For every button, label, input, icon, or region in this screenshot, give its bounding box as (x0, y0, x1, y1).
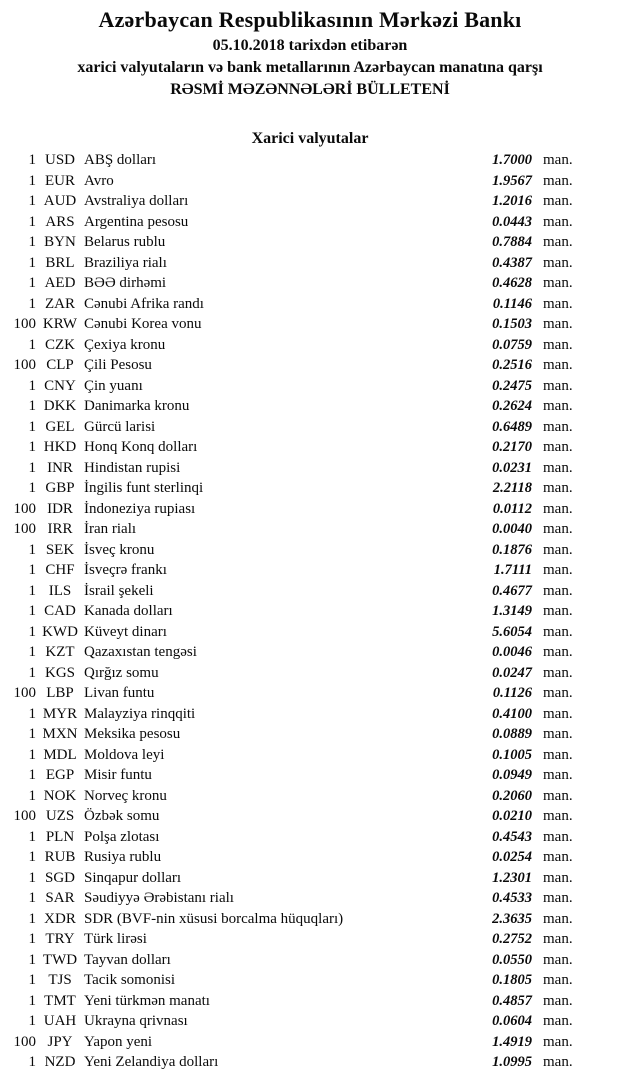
rate-row (0, 232, 620, 253)
rate-value-cell: 0.0231 (492, 459, 532, 476)
rate-row (0, 765, 620, 786)
currency-code-cell: CNY (44, 377, 76, 394)
rate-value-cell: 0.2624 (492, 398, 532, 414)
currency-name-cell: Ukrayna qrivnası (84, 1013, 188, 1029)
unit-label-cell: man. (543, 603, 573, 619)
currency-code-cell: ILS (48, 582, 72, 599)
unit-label-cell: man. (543, 767, 573, 783)
unit-label-cell: man. (543, 1054, 573, 1070)
bulletin-title: RƏSMİ MƏZƏNNƏLƏRİ BÜLLETENİ (170, 81, 450, 98)
rate-row (0, 294, 620, 315)
unit-label-cell: man. (543, 521, 573, 537)
rate-row (0, 663, 620, 684)
unit-label-cell: man. (543, 849, 573, 865)
unit-label-cell: man. (543, 582, 573, 599)
rate-row (0, 437, 620, 458)
currency-name-cell: İngilis funt sterlinqi (84, 480, 204, 496)
rate-row (0, 786, 620, 807)
currency-name-cell: Belarus rublu (84, 234, 166, 250)
unit-label-cell: man. (543, 152, 573, 168)
rate-row (0, 724, 620, 745)
bank-name-title: Azərbaycan Respublikasının Mərkəzi Bankı (98, 7, 522, 32)
currency-code-cell: TWD (42, 951, 78, 968)
bulletin-header (0, 0, 620, 101)
currency-code-cell: IDR (47, 500, 73, 517)
rate-row (0, 458, 620, 479)
quantity-cell: 1 (28, 746, 36, 763)
rate-row (0, 622, 620, 643)
rate-value-cell: 1.7000 (492, 152, 532, 168)
currency-code-cell: MDL (43, 746, 77, 763)
currency-code-cell: EGP (45, 767, 75, 783)
rate-row (0, 601, 620, 622)
quantity-cell: 1 (28, 480, 36, 496)
unit-label-cell: man. (543, 254, 573, 271)
currency-name-cell: BƏƏ dirhəmi (84, 275, 167, 291)
section-title-foreign-currencies: Xarici valyutalar (251, 130, 369, 147)
rate-value-cell: 0.0889 (492, 726, 532, 742)
quantity-cell: 1 (28, 849, 36, 865)
rate-row (0, 314, 620, 335)
quantity-cell: 1 (28, 275, 36, 291)
unit-label-cell: man. (543, 808, 573, 824)
currency-name-cell: Çexiya kronu (84, 336, 166, 353)
quantity-cell: 1 (28, 992, 36, 1009)
subject-line: xarici valyutaların və bank metallarının Azərbaycan manatına qarşı (77, 59, 543, 76)
rate-row (0, 499, 620, 520)
currency-name-cell: Sinqapur dolları (84, 869, 182, 886)
effective-date-line: 05.10.2018 tarixdən etibarən (212, 37, 408, 54)
currency-code-cell: IRR (47, 521, 73, 537)
currency-name-cell: İsveçrə frankı (84, 562, 167, 578)
currency-name-cell: Honq Konq dolları (84, 439, 198, 455)
unit-label-cell: man. (543, 664, 573, 681)
unit-label-cell: man. (543, 172, 573, 189)
rate-value-cell: 0.4677 (492, 582, 532, 599)
rate-value-cell: 0.4387 (492, 254, 532, 271)
quantity-cell: 1 (28, 951, 36, 968)
currency-code-cell: KGS (44, 664, 75, 681)
currency-code-cell: KRW (42, 316, 78, 332)
quantity-cell: 1 (28, 398, 36, 414)
rate-value-cell: 0.1005 (492, 746, 532, 763)
unit-label-cell: man. (543, 213, 573, 230)
currency-code-cell: ARS (45, 213, 75, 230)
unit-label-cell: man. (543, 234, 573, 250)
currency-code-cell: CZK (45, 336, 75, 353)
rate-row (0, 970, 620, 991)
unit-label-cell: man. (543, 644, 573, 660)
rate-row (0, 581, 620, 602)
unit-label-cell: man. (543, 1033, 573, 1050)
currency-name-cell: Səudiyyə Ərəbistanı rialı (84, 890, 234, 906)
quantity-cell: 1 (28, 172, 36, 189)
quantity-cell: 1 (28, 767, 36, 783)
unit-label-cell: man. (543, 869, 573, 886)
currency-name-cell: İndoneziya rupiası (84, 500, 196, 517)
currency-name-cell: Özbək somu (84, 808, 160, 824)
unit-label-cell: man. (543, 439, 573, 455)
rate-value-cell: 0.7884 (492, 234, 532, 250)
quantity-cell: 1 (28, 787, 36, 804)
currency-code-cell: SGD (44, 869, 75, 886)
rate-row (0, 1032, 620, 1053)
rate-value-cell: 0.2170 (492, 439, 532, 455)
currency-code-cell: GBP (45, 480, 75, 496)
currency-code-cell: BRL (45, 254, 75, 271)
rate-row (0, 335, 620, 356)
rate-value-cell: 0.0759 (492, 336, 532, 353)
quantity-cell: 1 (28, 1013, 36, 1029)
currency-code-cell: DKK (43, 398, 77, 414)
quantity-cell: 100 (13, 808, 36, 824)
rate-value-cell: 1.4919 (492, 1033, 532, 1050)
currency-name-cell: Misir funtu (84, 767, 152, 783)
rate-value-cell: 0.1876 (492, 541, 532, 558)
rate-value-cell: 0.1503 (492, 316, 532, 332)
currency-name-cell: Argentina pesosu (84, 213, 189, 230)
rate-row (0, 1011, 620, 1032)
quantity-cell: 1 (28, 910, 36, 927)
rate-value-cell: 1.2301 (492, 869, 532, 886)
quantity-cell: 1 (28, 152, 36, 168)
quantity-cell: 1 (28, 582, 36, 599)
unit-label-cell: man. (543, 685, 573, 701)
rate-value-cell: 1.9567 (492, 172, 532, 189)
unit-label-cell: man. (543, 295, 573, 312)
quantity-cell: 1 (28, 234, 36, 250)
currency-code-cell: CLP (46, 357, 74, 373)
currency-code-cell: LBP (46, 685, 74, 701)
rate-value-cell: 1.0995 (492, 1054, 532, 1070)
quantity-cell: 1 (28, 254, 36, 271)
quantity-cell: 1 (28, 418, 36, 435)
currency-code-cell: TMT (44, 992, 76, 1009)
rate-row (0, 191, 620, 212)
unit-label-cell: man. (543, 705, 573, 722)
quantity-cell: 1 (28, 459, 36, 476)
quantity-cell: 1 (28, 377, 36, 394)
unit-label-cell: man. (543, 787, 573, 804)
rate-row (0, 868, 620, 889)
rate-row (0, 806, 620, 827)
rates-table (0, 150, 620, 1073)
currency-name-cell: Cənubi Afrika randı (84, 295, 204, 312)
currency-code-cell: GEL (45, 418, 75, 435)
currency-code-cell: NZD (44, 1054, 76, 1070)
rate-value-cell: 0.6489 (492, 418, 532, 435)
currency-name-cell: Gürcü larisi (84, 418, 156, 435)
rate-value-cell: 1.3149 (492, 603, 532, 619)
unit-label-cell: man. (543, 275, 573, 291)
currency-name-cell: İsrail şekeli (84, 582, 154, 599)
rate-row (0, 991, 620, 1012)
quantity-cell: 1 (28, 541, 36, 558)
rate-row (0, 888, 620, 909)
currency-code-cell: SAR (45, 890, 75, 906)
quantity-cell: 100 (13, 521, 36, 537)
rate-value-cell: 0.0550 (492, 951, 532, 968)
quantity-cell: 1 (28, 726, 36, 742)
unit-label-cell: man. (543, 951, 573, 968)
rate-row (0, 683, 620, 704)
quantity-cell: 100 (13, 316, 36, 332)
currency-code-cell: MXN (42, 726, 78, 742)
rate-row (0, 745, 620, 766)
rate-row (0, 417, 620, 438)
currency-code-cell: PLN (45, 828, 75, 845)
currency-code-cell: KWD (42, 623, 78, 640)
rate-row (0, 376, 620, 397)
unit-label-cell: man. (543, 480, 573, 496)
currency-code-cell: RUB (44, 849, 76, 865)
rate-value-cell: 0.1805 (492, 972, 532, 988)
rate-value-cell: 0.2475 (492, 377, 532, 394)
currency-name-cell: Hindistan rupisi (84, 459, 181, 476)
rate-row (0, 355, 620, 376)
rate-value-cell: 0.1146 (492, 295, 532, 312)
quantity-cell: 1 (28, 439, 36, 455)
rate-value-cell: 0.0254 (492, 849, 532, 865)
rate-value-cell: 0.0040 (492, 521, 532, 537)
currency-name-cell: Qırğız somu (84, 664, 159, 681)
rate-row (0, 1052, 620, 1073)
rate-value-cell: 5.6054 (492, 623, 532, 640)
quantity-cell: 1 (28, 828, 36, 845)
currency-code-cell: INR (47, 459, 73, 476)
currency-name-cell: Küveyt dinarı (84, 623, 167, 640)
quantity-cell: 1 (28, 890, 36, 906)
rate-value-cell: 0.0247 (492, 664, 532, 681)
unit-label-cell: man. (543, 931, 573, 947)
currency-name-cell: ABŞ dolları (84, 152, 157, 168)
quantity-cell: 1 (28, 213, 36, 230)
rate-value-cell: 0.2516 (492, 357, 532, 373)
currency-name-cell: Yeni türkmən manatı (84, 992, 210, 1009)
unit-label-cell: man. (543, 398, 573, 414)
currency-name-cell: Tayvan dolları (84, 951, 171, 968)
currency-code-cell: USD (44, 152, 75, 168)
rate-value-cell: 0.4100 (492, 705, 532, 722)
currency-code-cell: UZS (45, 808, 75, 824)
unit-label-cell: man. (543, 828, 573, 845)
rate-row (0, 253, 620, 274)
currency-name-cell: Çin yuanı (84, 377, 143, 394)
quantity-cell: 1 (28, 972, 36, 988)
rate-row (0, 150, 620, 171)
currency-name-cell: SDR (BVF-nin xüsusi borcalma hüquqları) (84, 910, 344, 927)
quantity-cell: 100 (13, 1033, 36, 1050)
currency-name-cell: Norveç kronu (84, 787, 167, 804)
unit-label-cell: man. (543, 992, 573, 1009)
unit-label-cell: man. (543, 193, 573, 209)
currency-code-cell: XDR (44, 910, 76, 927)
quantity-cell: 1 (28, 1054, 36, 1070)
rate-value-cell: 0.2752 (492, 931, 532, 947)
currency-name-cell: Polşa zlotası (84, 828, 160, 845)
rate-value-cell: 0.4628 (492, 275, 532, 291)
currency-code-cell: TRY (45, 931, 75, 947)
currency-code-cell: JPY (47, 1033, 73, 1050)
unit-label-cell: man. (543, 890, 573, 906)
currency-name-cell: Çili Pesosu (84, 357, 152, 373)
unit-label-cell: man. (543, 972, 573, 988)
quantity-cell: 1 (28, 869, 36, 886)
quantity-cell: 1 (28, 603, 36, 619)
rate-row (0, 950, 620, 971)
currency-code-cell: NOK (43, 787, 77, 804)
currency-code-cell: MYR (42, 705, 78, 722)
currency-code-cell: CAD (44, 603, 76, 619)
currency-name-cell: Livan funtu (84, 685, 155, 701)
rate-value-cell: 2.3635 (492, 910, 532, 927)
currency-name-cell: Qazaxıstan tengəsi (84, 644, 197, 660)
quantity-cell: 100 (13, 357, 36, 373)
currency-code-cell: BYN (44, 234, 76, 250)
rate-value-cell: 0.4543 (492, 828, 532, 845)
currency-code-cell: AUD (43, 193, 77, 209)
currency-name-cell: Yeni Zelandiya dolları (84, 1054, 219, 1070)
rate-row (0, 909, 620, 930)
currency-name-cell: Meksika pesosu (84, 726, 181, 742)
rate-row (0, 847, 620, 868)
unit-label-cell: man. (543, 418, 573, 435)
rate-row (0, 519, 620, 540)
rate-value-cell: 2.2118 (492, 480, 532, 496)
unit-label-cell: man. (543, 623, 573, 640)
currency-name-cell: Kanada dolları (84, 603, 173, 619)
unit-label-cell: man. (543, 459, 573, 476)
unit-label-cell: man. (543, 336, 573, 353)
quantity-cell: 1 (28, 336, 36, 353)
rate-value-cell: 0.0949 (492, 767, 532, 783)
rate-value-cell: 0.4533 (492, 890, 532, 906)
rate-row (0, 827, 620, 848)
currency-name-cell: Yapon yeni (84, 1033, 153, 1050)
rate-row (0, 540, 620, 561)
rate-value-cell: 0.2060 (492, 787, 532, 804)
quantity-cell: 1 (28, 664, 36, 681)
currency-code-cell: ZAR (45, 295, 75, 312)
rate-row (0, 929, 620, 950)
rate-value-cell: 1.2016 (492, 193, 532, 209)
unit-label-cell: man. (543, 726, 573, 742)
quantity-cell: 1 (28, 623, 36, 640)
currency-name-cell: Avstraliya dolları (84, 193, 189, 209)
currency-code-cell: TJS (48, 972, 72, 988)
currency-code-cell: SEK (45, 541, 75, 558)
unit-label-cell: man. (543, 562, 573, 578)
rate-value-cell: 0.0210 (492, 808, 532, 824)
currency-name-cell: Rusiya rublu (84, 849, 162, 865)
rate-value-cell: 0.1126 (492, 685, 532, 701)
currency-name-cell: Braziliya rialı (84, 254, 167, 271)
quantity-cell: 1 (28, 705, 36, 722)
quantity-cell: 1 (28, 193, 36, 209)
rate-row (0, 396, 620, 417)
rate-row (0, 560, 620, 581)
currency-name-cell: Türk lirəsi (84, 931, 147, 947)
currency-name-cell: İsveç kronu (84, 541, 155, 558)
currency-name-cell: İran rialı (84, 521, 137, 537)
quantity-cell: 1 (28, 644, 36, 660)
rate-row (0, 171, 620, 192)
rate-value-cell: 0.4857 (492, 992, 532, 1009)
quantity-cell: 1 (28, 931, 36, 947)
unit-label-cell: man. (543, 910, 573, 927)
currency-code-cell: UAH (43, 1013, 77, 1029)
rate-row (0, 212, 620, 233)
currency-code-cell: KZT (45, 644, 75, 660)
rate-value-cell: 0.0046 (492, 644, 532, 660)
currency-code-cell: HKD (43, 439, 77, 455)
rate-value-cell: 0.0604 (492, 1013, 532, 1029)
rate-row (0, 704, 620, 725)
currency-code-cell: AED (44, 275, 76, 291)
currency-name-cell: Danimarka kronu (84, 398, 190, 414)
rate-row (0, 273, 620, 294)
currency-name-cell: Moldova leyi (84, 746, 165, 763)
rate-value-cell: 0.0112 (492, 500, 532, 517)
currency-name-cell: Avro (84, 172, 114, 189)
currency-code-cell: CHF (45, 562, 75, 578)
currency-code-cell: EUR (45, 172, 75, 189)
quantity-cell: 1 (28, 562, 36, 578)
quantity-cell: 100 (13, 685, 36, 701)
unit-label-cell: man. (543, 541, 573, 558)
rate-value-cell: 0.0443 (492, 213, 532, 230)
quantity-cell: 1 (28, 295, 36, 312)
unit-label-cell: man. (543, 746, 573, 763)
unit-label-cell: man. (543, 1013, 573, 1029)
unit-label-cell: man. (543, 316, 573, 332)
currency-name-cell: Cənubi Korea vonu (84, 316, 202, 332)
unit-label-cell: man. (543, 357, 573, 373)
rate-row (0, 478, 620, 499)
quantity-cell: 100 (13, 500, 36, 517)
rate-row (0, 642, 620, 663)
currency-name-cell: Tacik somonisi (84, 972, 176, 988)
currency-name-cell: Malayziya rinqqiti (84, 705, 196, 722)
rate-value-cell: 1.7111 (493, 562, 532, 578)
unit-label-cell: man. (543, 500, 573, 517)
unit-label-cell: man. (543, 377, 573, 394)
